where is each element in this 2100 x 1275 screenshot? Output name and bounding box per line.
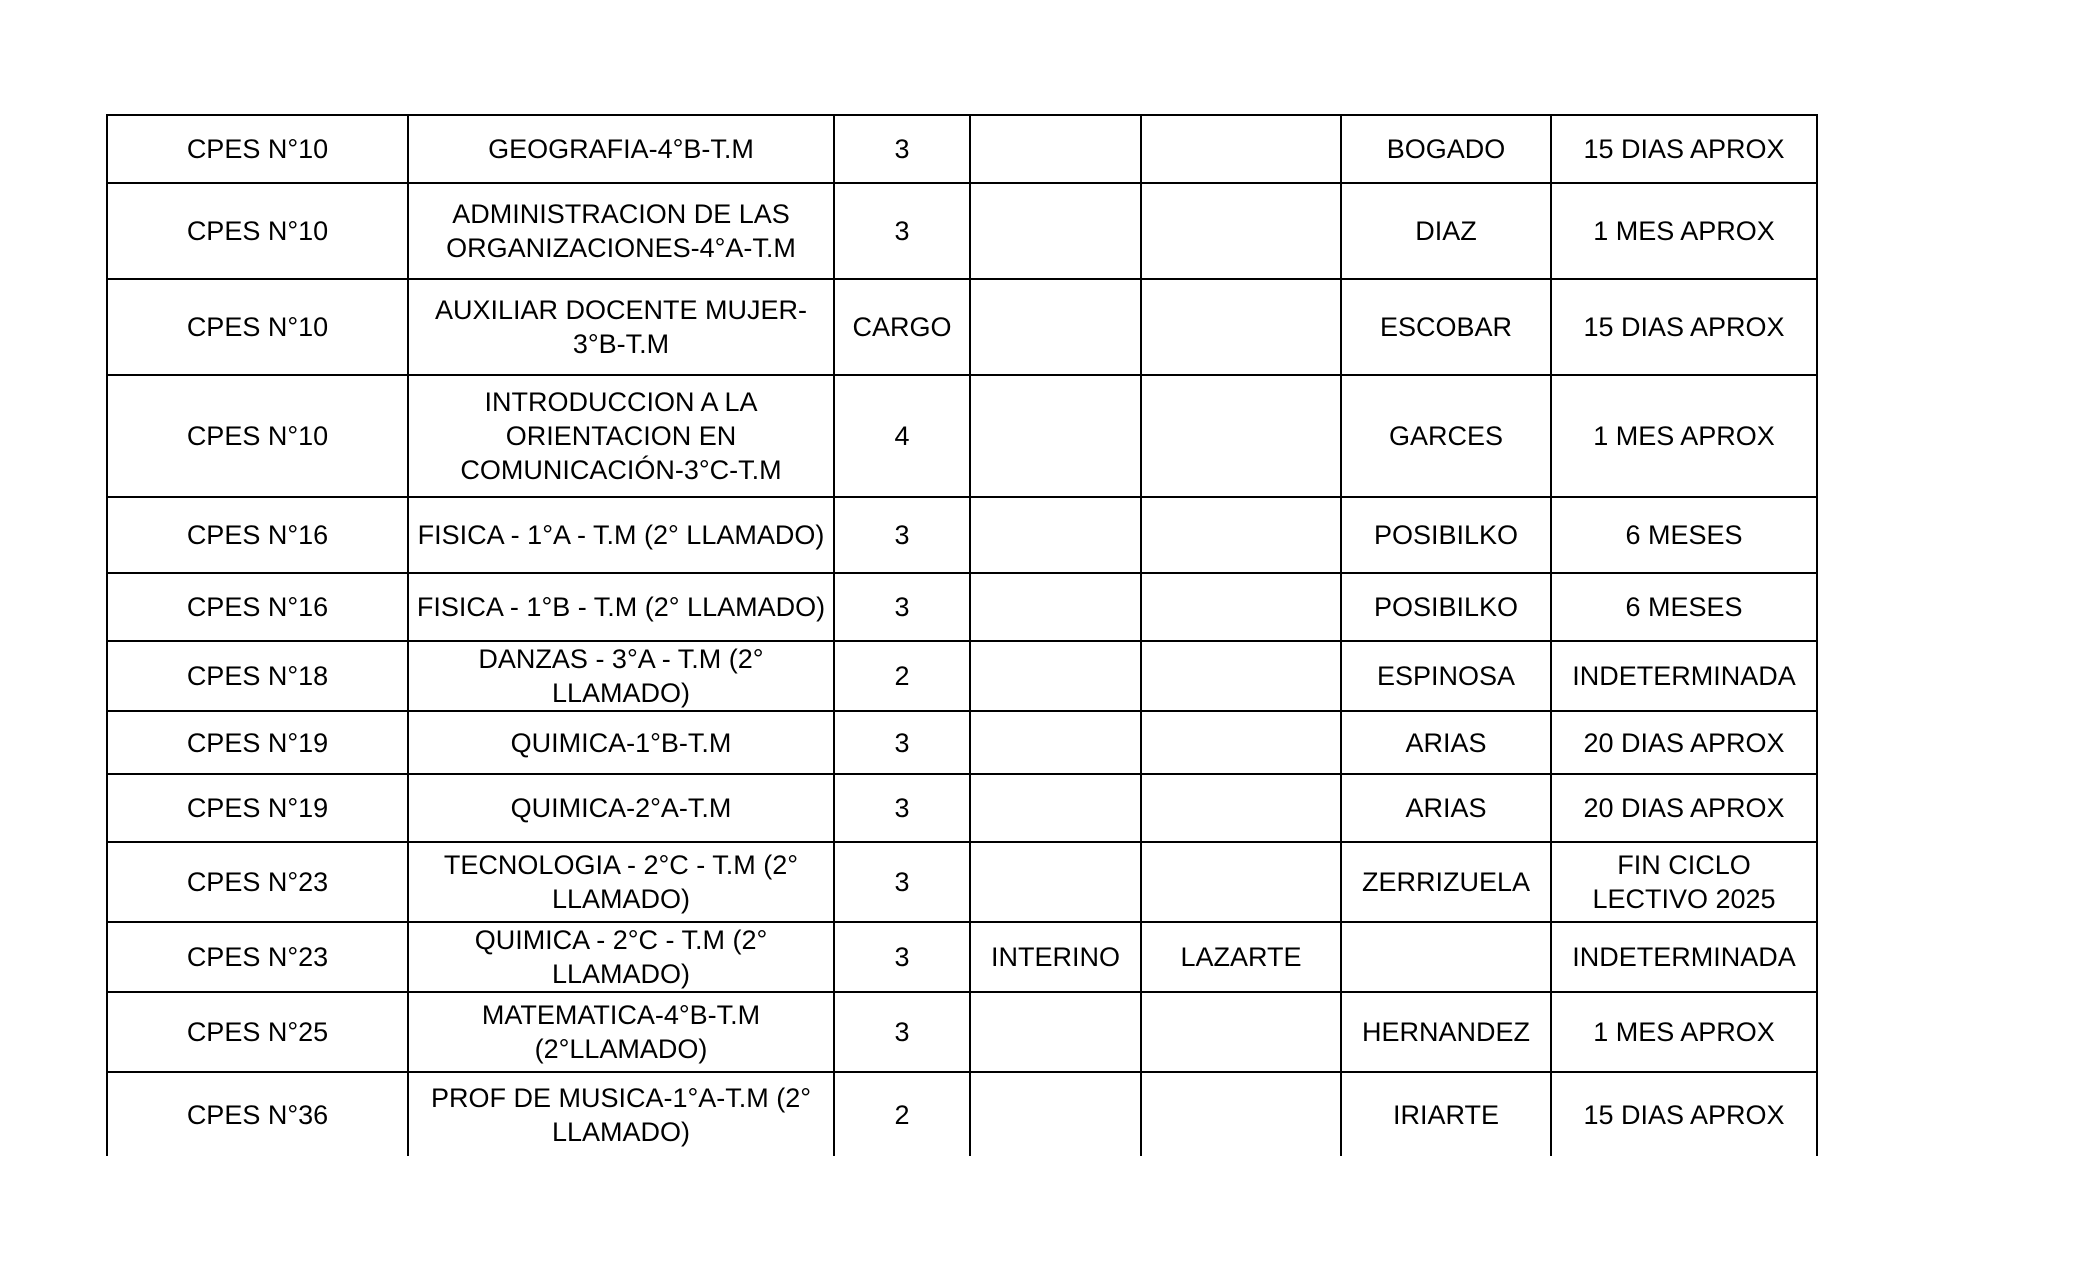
hours-cell: CARGO [834,279,970,375]
hours-cell: 3 [834,115,970,183]
hours-cell: 3 [834,842,970,922]
subject-cell: AUXILIAR DOCENTE MUJER-3°B-T.M [408,279,834,375]
hours-cell: 2 [834,1072,970,1156]
name-cell [1141,992,1341,1072]
subject-cell: ADMINISTRACION DE LAS ORGANIZACIONES-4°A-T.M [408,183,834,279]
school-cell: CPES N°19 [107,774,408,842]
name-cell [1141,279,1341,375]
holder-cell: ESPINOSA [1341,641,1551,711]
name-cell [1141,1072,1341,1156]
duration-cell: 1 MES APROX [1551,183,1817,279]
subject-cell: GEOGRAFIA-4°B-T.M [408,115,834,183]
table-row [107,1072,1817,1156]
table-row [107,375,1817,497]
school-cell: CPES N°10 [107,115,408,183]
school-cell: CPES N°23 [107,842,408,922]
subject-cell: QUIMICA-2°A-T.M [408,774,834,842]
name-cell [1141,573,1341,641]
situation-cell [970,992,1141,1072]
subject-cell: INTRODUCCION A LA ORIENTACION EN COMUNICACIÓN-3°C-T.M [408,375,834,497]
situation-cell [970,573,1141,641]
hours-cell: 3 [834,711,970,774]
subject-cell: QUIMICA - 2°C - T.M (2° LLAMADO) [408,922,834,992]
holder-cell: BOGADO [1341,115,1551,183]
situation-cell [970,375,1141,497]
duration-cell: 15 DIAS APROX [1551,115,1817,183]
holder-cell: ESCOBAR [1341,279,1551,375]
holder-cell: IRIARTE [1341,1072,1551,1156]
name-cell [1141,842,1341,922]
duration-cell: 1 MES APROX [1551,992,1817,1072]
duration-cell: 15 DIAS APROX [1551,279,1817,375]
duration-cell: 20 DIAS APROX [1551,711,1817,774]
duration-cell: 6 MESES [1551,497,1817,573]
school-cell: CPES N°23 [107,922,408,992]
table-row [107,711,1817,774]
hours-cell: 2 [834,641,970,711]
situation-cell [970,711,1141,774]
holder-cell: GARCES [1341,375,1551,497]
duration-cell: FIN CICLO LECTIVO 2025 [1551,842,1817,922]
holder-cell: POSIBILKO [1341,573,1551,641]
holder-cell: POSIBILKO [1341,497,1551,573]
duration-cell: INDETERMINADA [1551,641,1817,711]
duration-cell: 20 DIAS APROX [1551,774,1817,842]
subject-cell: PROF DE MUSICA-1°A-T.M (2° LLAMADO) [408,1072,834,1156]
subject-cell: QUIMICA-1°B-T.M [408,711,834,774]
holder-cell: HERNANDEZ [1341,992,1551,1072]
table-row [107,115,1817,183]
table-row [107,842,1817,922]
situation-cell [970,183,1141,279]
table-row [107,922,1817,992]
school-cell: CPES N°19 [107,711,408,774]
subject-cell: DANZAS - 3°A - T.M (2° LLAMADO) [408,641,834,711]
table-row [107,641,1817,711]
hours-cell: 3 [834,992,970,1072]
hours-cell: 3 [834,573,970,641]
holder-cell: DIAZ [1341,183,1551,279]
situation-cell [970,774,1141,842]
table-row [107,183,1817,279]
subject-cell: MATEMATICA-4°B-T.M (2°LLAMADO) [408,992,834,1072]
school-cell: CPES N°25 [107,992,408,1072]
school-cell: CPES N°10 [107,279,408,375]
situation-cell [970,279,1141,375]
name-cell [1141,183,1341,279]
name-cell [1141,641,1341,711]
situation-cell [970,497,1141,573]
hours-cell: 4 [834,375,970,497]
duration-cell: 15 DIAS APROX [1551,1072,1817,1156]
situation-cell: INTERINO [970,922,1141,992]
holder-cell: ARIAS [1341,711,1551,774]
duration-cell: INDETERMINADA [1551,922,1817,992]
table-row [107,497,1817,573]
name-cell: LAZARTE [1141,922,1341,992]
school-cell: CPES N°10 [107,183,408,279]
name-cell [1141,497,1341,573]
name-cell [1141,375,1341,497]
subject-cell: TECNOLOGIA - 2°C - T.M (2° LLAMADO) [408,842,834,922]
hours-cell: 3 [834,774,970,842]
name-cell [1141,711,1341,774]
school-cell: CPES N°10 [107,375,408,497]
subject-cell: FISICA - 1°A - T.M (2° LLAMADO) [408,497,834,573]
hours-cell: 3 [834,183,970,279]
hours-cell: 3 [834,497,970,573]
school-cell: CPES N°16 [107,573,408,641]
duration-cell: 1 MES APROX [1551,375,1817,497]
situation-cell [970,1072,1141,1156]
table-row [107,992,1817,1072]
table-row [107,573,1817,641]
table-row [107,774,1817,842]
name-cell [1141,115,1341,183]
situation-cell [970,641,1141,711]
school-cell: CPES N°36 [107,1072,408,1156]
subject-cell: FISICA - 1°B - T.M (2° LLAMADO) [408,573,834,641]
duration-cell: 6 MESES [1551,573,1817,641]
situation-cell [970,842,1141,922]
table-row [107,279,1817,375]
name-cell [1141,774,1341,842]
school-cell: CPES N°18 [107,641,408,711]
hours-cell: 3 [834,922,970,992]
holder-cell: ZERRIZUELA [1341,842,1551,922]
positions-table [106,114,1818,1156]
holder-cell: ARIAS [1341,774,1551,842]
situation-cell [970,115,1141,183]
school-cell: CPES N°16 [107,497,408,573]
holder-cell [1341,922,1551,992]
